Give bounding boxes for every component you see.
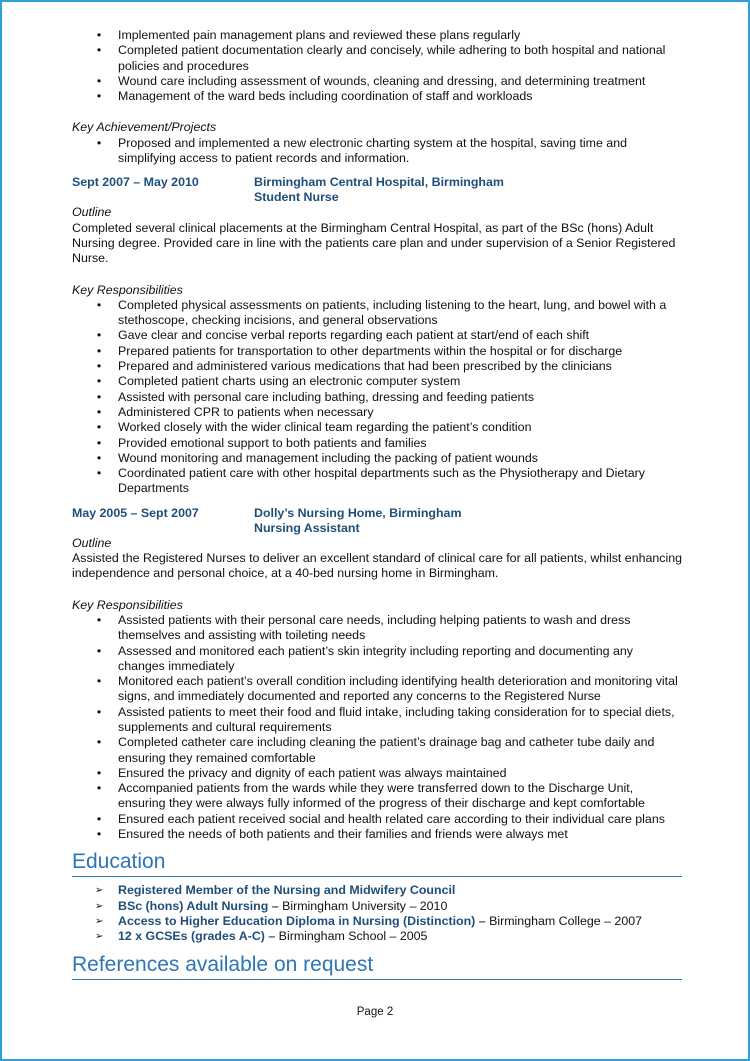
list-item: • Prepared patients for transportation to other departments within the hospital or for discharge [72,344,682,359]
list-item: • Worked closely with the wider clinical team regarding the patient’s condition [72,420,682,435]
list-item: • Coordinated patient care with other hospital departments such as the Physiotherapy and Dietary Departments [72,466,682,497]
bullet-dot-icon: • [96,28,102,42]
bullet-dot-icon: • [96,811,102,826]
job-dates: May 2005 – Sept 2007 [72,505,199,520]
bullet-dot-icon: • [96,43,102,58]
arrow-bullet-icon: ➢ [95,931,104,943]
outline-heading: Outline [72,535,112,550]
bullet-dot-icon: • [96,374,102,389]
list-item: ➢ 12 x GCSEs (grades A-C) – Birmingham School – 2005 [95,929,428,944]
bullet-dot-icon: • [96,827,102,842]
bullet-dot-icon: • [96,420,102,435]
bullet-dot-icon: • [96,389,102,404]
job-header-student-nurse [72,175,682,205]
references-heading: References available on request [72,953,682,980]
bullet-dot-icon: • [96,328,102,343]
job-role: Student Nurse [254,190,339,205]
bullet-dot-icon: • [96,343,102,358]
list-item: • Assisted with personal care including bathing, dressing and feeding patients [72,390,682,405]
list-item: ➢ Registered Member of the Nursing and Midwifery Council [95,883,456,898]
list-item: • Wound monitoring and management including the packing of patient wounds [72,451,682,466]
intro-bullet-list [72,28,682,104]
job-outline: Assisted the Registered Nurses to deliver an excellent standard of clinical care for all patients, whilst enhancing independence and personal choice, at a 40-bed nursing home in Birmingham. [72,551,682,581]
bullet-dot-icon: • [96,435,102,450]
bullet-dot-icon: • [96,612,102,627]
bullet-dot-icon: • [96,297,102,312]
list-item: • Implemented pain management plans and reviewed these plans regularly [72,28,682,43]
page-number: Page 2 [356,1006,394,1018]
achievement-heading: Key Achievement/Projects [72,120,217,135]
job-header-nursing-assistant [72,506,682,536]
arrow-bullet-icon: ➢ [95,900,104,912]
responsibilities-heading: Key Responsibilities [72,282,183,297]
list-item: • Prepared and administered various medications that had been prescribed by the clinicians [72,359,682,374]
list-item: • Completed patient charts using an electronic computer system [72,374,682,389]
list-item: • Completed patient documentation clearly and concisely, while adhering to both hospital and national policies and procedures [72,43,682,74]
responsibilities-heading: Key Responsibilities [72,597,183,612]
bullet-dot-icon: • [96,135,102,150]
outline-heading: Outline [72,205,112,220]
list-item: • Assisted patients to meet their food and fluid intake, including taking consideration for to special diets, supplements and cultural requirements [72,705,682,736]
list-item: • Provided emotional support to both patients and families [72,436,682,451]
job2-responsibility-list [72,613,682,842]
job-employer: Dolly’s Nursing Home, Birmingham [254,505,462,520]
list-item: • Administered CPR to patients when necessary [72,405,682,420]
job1-responsibility-list [72,298,682,497]
education-heading: Education [72,850,682,877]
bullet-dot-icon: • [96,466,102,481]
list-item: • Proposed and implemented a new electronic charting system at the hospital, saving time and simplifying access to patient records and information. [72,136,682,167]
job-dates: Sept 2007 – May 2010 [72,175,199,190]
list-item: • Assessed and monitored each patient’s skin integrity including reporting and documenting any changes immediately [72,644,682,675]
list-item: • Ensured the needs of both patients and their families and friends were always met [72,827,682,842]
job-role: Nursing Assistant [254,520,360,535]
list-item: • Ensured each patient received social and health related care according to their individual care plans [72,812,682,827]
list-item: • Completed catheter care including cleaning the patient’s drainage bag and catheter tube daily and ensuring they remained comfortable [72,735,682,766]
list-item: • Gave clear and concise verbal reports regarding each patient at start/end of each shift [72,328,682,343]
bullet-dot-icon: • [96,73,102,88]
bullet-dot-icon: • [96,450,102,465]
list-item: • Monitored each patient’s overall condition including identifying health deterioration and monitoring vital signs, and immediately documented and reported any concerns to the Registered Nurse [72,674,682,705]
list-item: • Assisted patients with their personal care needs, including helping patients to wash and dress themselves and assisting with toileting needs [72,613,682,644]
list-item: ➢ Access to Higher Education Diploma in Nursing (Distinction) – Birmingham College – 2007 [95,913,642,928]
education-list [72,883,682,944]
list-item: • Management of the ward beds including coordination of staff and workloads [72,89,682,104]
bullet-dot-icon: • [96,735,102,750]
arrow-bullet-icon: ➢ [95,915,104,927]
bullet-dot-icon: • [96,89,102,104]
list-item: • Ensured the privacy and dignity of each patient was always maintained [72,766,682,781]
cv-content [72,28,682,980]
bullet-dot-icon: • [96,359,102,374]
list-item: ➢ BSc (hons) Adult Nursing – Birmingham University – 2010 [95,898,448,913]
bullet-dot-icon: • [96,765,102,780]
job-outline: Completed several clinical placements at the Birmingham Central Hospital, as part of the BSc (hons) Adult Nursing degree. Provided care in line with the patients care plan and under supervision of a Senior Registered Nurse. [72,220,676,266]
list-item: • Completed physical assessments on patients, including listening to the heart, lung, and bowel with a stethoscope, checking incisions, and general observations [72,298,682,329]
achievement-list [72,136,682,167]
bullet-dot-icon: • [96,404,102,419]
list-item: • Accompanied patients from the wards while they were transferred down to the Discharge Unit, ensuring they were always fully informed of the progress of their discharge and kept comfortable [72,781,682,812]
bullet-dot-icon: • [96,674,102,689]
bullet-dot-icon: • [96,704,102,719]
arrow-bullet-icon: ➢ [95,885,104,897]
bullet-dot-icon: • [96,643,102,658]
list-item: • Wound care including assessment of wounds, cleaning and dressing, and determining treatment [72,74,682,89]
job-employer: Birmingham Central Hospital, Birmingham [254,175,504,190]
bullet-dot-icon: • [96,781,102,796]
